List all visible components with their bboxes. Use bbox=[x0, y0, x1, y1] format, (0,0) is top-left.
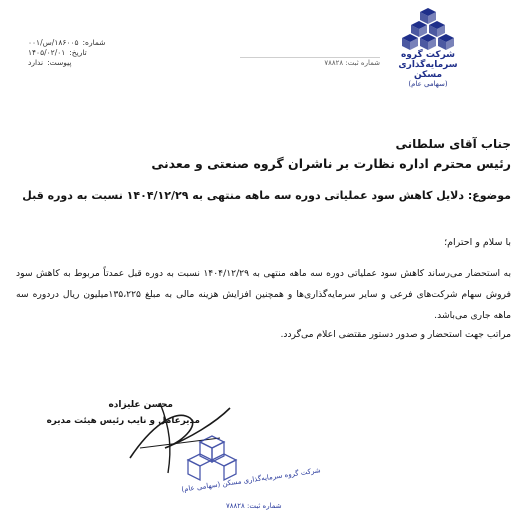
company-logo bbox=[393, 6, 463, 88]
meta-number-label: شماره: bbox=[82, 38, 106, 47]
letter-subject: موضوع: دلایل کاهش سود عملیاتی دوره سه ماهه منتهی به ۱۴۰۴/۱۲/۲۹ نسبت به دوره قبل bbox=[22, 189, 511, 202]
letter-body bbox=[16, 263, 511, 326]
letter-meta bbox=[28, 38, 108, 68]
stamp-text: شرکت گروه سرمایه‌گذاری مسکن (سهامی عام) bbox=[180, 466, 322, 494]
addressee-name: جناب آقای سلطانی bbox=[395, 137, 511, 151]
greeting: با سلام و احترام؛ bbox=[444, 237, 511, 248]
meta-attachment-label: پیوست: bbox=[47, 58, 72, 67]
cubes-logo-icon bbox=[402, 6, 454, 50]
meta-number-row bbox=[28, 38, 108, 48]
meta-date-label: تاریخ: bbox=[69, 48, 87, 57]
closing-line: مراتب جهت استحضار و صدور دستور مقتضی اعلام می‌گردد. bbox=[280, 329, 511, 340]
meta-date-row bbox=[28, 48, 108, 58]
signer-name: محسن علیزاده bbox=[108, 400, 173, 410]
body-paragraph: به استحضار می‌رساند کاهش سود عملیاتی دوره سه ماهه منتهی به ۱۴۰۴/۱۲/۲۹ نسبت به دوره قبل عمدتاً مربوط به کاهش سود فروش سهام شرکت‌های فرعی و سایر سرمایه‌گذاری‌ها و همچنین افزایش هزینه مالی به مبلغ ۱۳۵،۲۲۵میلیون ریال دردوره سه ماهه جاری می‌باشد. bbox=[16, 268, 511, 321]
signer-title: مدیرعامل و نایب رئیس هیئت مدیره bbox=[46, 416, 200, 426]
meta-date-value: ۱۴۰۵/۰۲/۰۱ bbox=[28, 48, 66, 57]
meta-number-value: ۱۸۶۰۰۵/س/۰۰۱ bbox=[28, 38, 79, 47]
meta-attachment-row bbox=[28, 58, 108, 68]
addressee-title: رئیس محترم اداره نظارت بر ناشران گروه صنعتی و معدنی bbox=[151, 156, 511, 171]
registration-number: شماره ثبت: ۷۸۸۲۸ bbox=[240, 57, 380, 67]
company-name-line1: شرکت گروه bbox=[400, 50, 456, 60]
company-type: (سهامی عام) bbox=[408, 80, 448, 88]
stamp-registration: شماره ثبت: ۷۸۸۲۸ bbox=[226, 502, 282, 510]
company-name-line2: سرمایه‌گذاری bbox=[398, 60, 458, 70]
company-name-line3: مسکن bbox=[413, 70, 443, 80]
meta-attachment-value: ندارد bbox=[28, 58, 44, 67]
